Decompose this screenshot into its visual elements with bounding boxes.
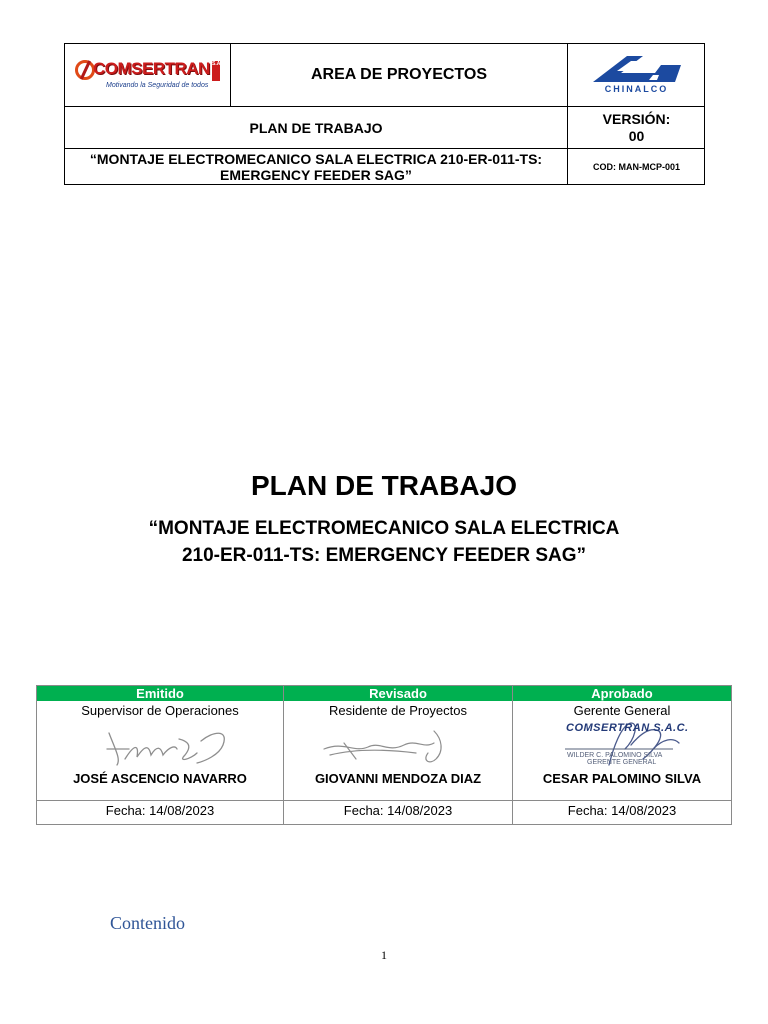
signer-name: JOSÉ ASCENCIO NAVARRO bbox=[73, 771, 247, 786]
document-header-table bbox=[64, 43, 705, 185]
version-cell bbox=[568, 107, 705, 148]
plan-label: PLAN DE TRABAJO bbox=[249, 119, 383, 136]
column-header: Revisado bbox=[284, 686, 512, 701]
approval-column-emitido bbox=[37, 686, 283, 824]
document-code: COD: MAN-MCP-001 bbox=[592, 162, 680, 172]
page-title: PLAN DE TRABAJO bbox=[250, 470, 517, 501]
comsertran-logo bbox=[73, 55, 227, 95]
signature bbox=[37, 719, 283, 771]
subtitle-line-1: “MONTAJE ELECTROMECANICO SALA ELECTRICA bbox=[148, 518, 620, 539]
chinalco-logo bbox=[591, 53, 683, 97]
signature-and-stamp bbox=[513, 719, 731, 771]
approval-date: Fecha: 14/08/2023 bbox=[513, 800, 731, 825]
column-header: Aprobado bbox=[513, 686, 731, 701]
comsertran-slogan: Motivando la Seguridad de todos bbox=[106, 82, 209, 89]
comsertran-emblem-icon bbox=[75, 60, 95, 80]
approval-column-aprobado bbox=[512, 686, 731, 824]
page-number: 1 bbox=[381, 948, 387, 962]
version-value: 00 bbox=[628, 127, 645, 144]
chinalco-emblem-icon bbox=[591, 53, 683, 85]
role-label: Supervisor de Operaciones bbox=[81, 703, 239, 718]
approval-date: Fecha: 14/08/2023 bbox=[284, 800, 512, 825]
role-label: Residente de Proyectos bbox=[328, 703, 468, 718]
subtitle-line-2: 210-ER-011-TS: EMERGENCY FEEDER SAG” bbox=[181, 545, 587, 566]
stamp-title: GERENTE GENERAL bbox=[587, 759, 657, 766]
contents-heading: Contenido bbox=[110, 913, 185, 933]
signature bbox=[284, 719, 512, 771]
approval-column-revisado bbox=[283, 686, 512, 824]
comsertran-logo-text: COMSERTRAN bbox=[93, 59, 210, 78]
project-title: “MONTAJE ELECTROMECANICO SALA ELECTRICA 210-ER-011-TS: EMERGENCY FEEDER SAG” bbox=[89, 151, 543, 183]
comsertran-logo-suffix: S.A.C. bbox=[212, 61, 220, 81]
version-label: VERSIÓN: bbox=[602, 110, 671, 127]
approval-table bbox=[36, 685, 732, 825]
signer-name: CESAR PALOMINO SILVA bbox=[542, 771, 702, 786]
approval-date: Fecha: 14/08/2023 bbox=[37, 800, 283, 825]
stamp-person: WILDER C. PALOMINO SILVA bbox=[567, 752, 663, 759]
area-title: AREA DE PROYECTOS bbox=[310, 66, 488, 83]
company-stamp: COMSERTRAN S.A.C. bbox=[566, 722, 689, 734]
chinalco-logo-text: CHINALCO bbox=[604, 84, 669, 94]
signer-name: GIOVANNI MENDOZA DIAZ bbox=[314, 771, 482, 786]
comsertran-logo-cell bbox=[65, 44, 231, 106]
column-header: Emitido bbox=[37, 686, 283, 701]
chinalco-logo-cell bbox=[568, 44, 705, 106]
role-label: Gerente General bbox=[573, 703, 671, 718]
page-subtitle bbox=[0, 515, 768, 569]
